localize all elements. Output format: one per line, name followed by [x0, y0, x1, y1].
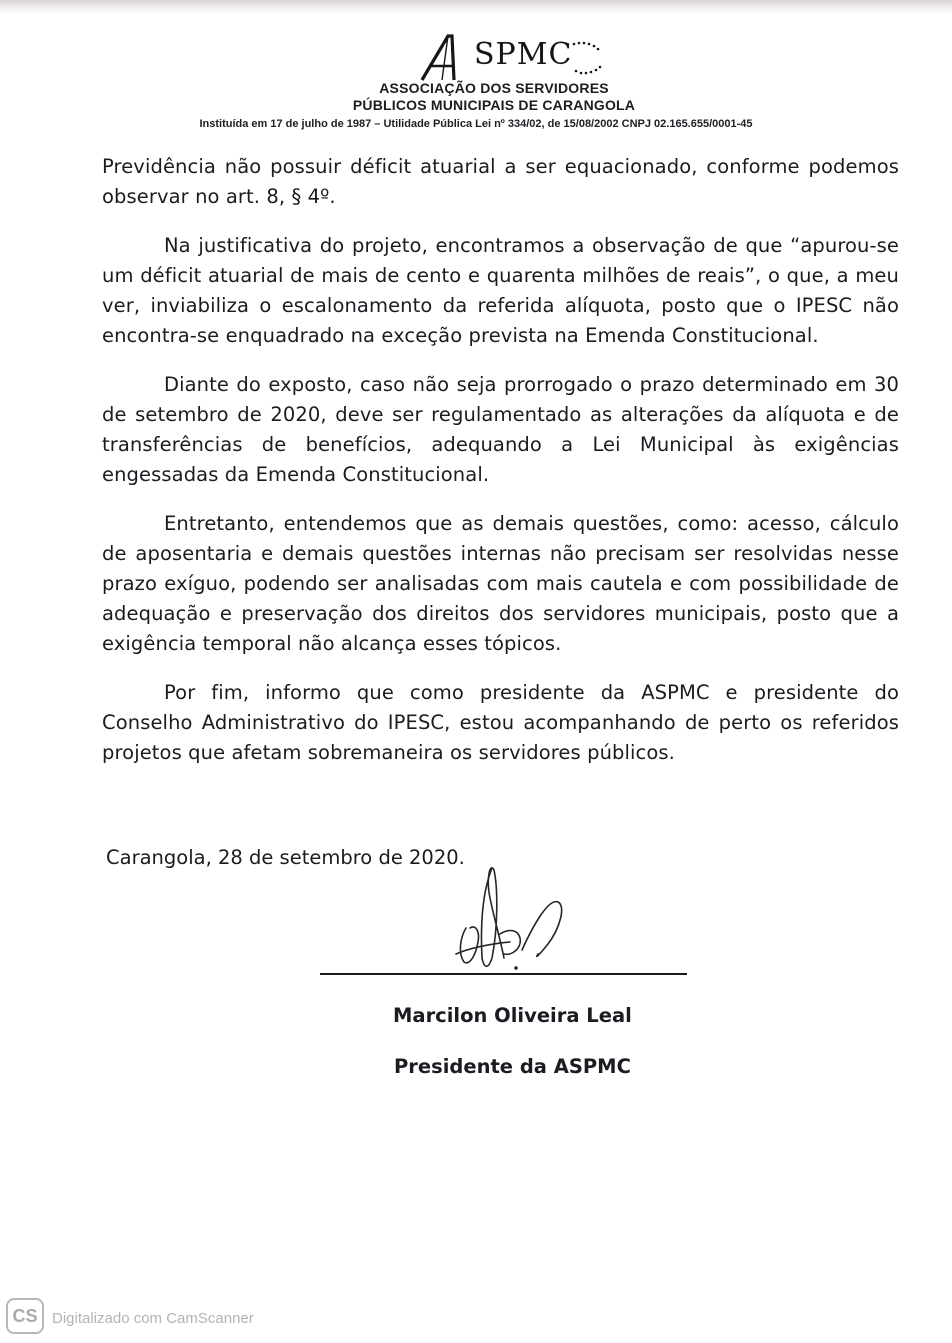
paragraph-4: Entretanto, entendemos que as demais questões, como: acesso, cálculo de aposentaria e demais questões internas não precisam ser resolvidas nesse prazo exíguo, podendo ser analisadas com mais cautela e com possibilidade de adequação e preservação dos direitos dos servidores municipais, posto que a exigência temporal não alcança esses tópicos.: [102, 512, 899, 655]
scan-top-edge: [0, 0, 952, 14]
letterhead: [0, 28, 952, 138]
signature-line: [320, 973, 687, 975]
camscanner-watermark: Digitalizado com CamScanner: [52, 1310, 254, 1327]
logo-wordmark: SPMC: [474, 37, 573, 72]
association-name-line1: ASSOCIAÇÃO DOS SERVIDORES: [379, 80, 609, 96]
handwritten-signature: [440, 858, 580, 978]
aspmc-logo: [418, 32, 608, 82]
paragraph-5: Por fim, informo que como presidente da ASPMC e presidente do Conselho Administrativo do IPESC, estou acompanhando de perto os referidos projetos que afetam sobremaneira os servidores públicos.: [102, 681, 899, 764]
dateline: Carangola, 28 de setembro de 2020.: [106, 846, 465, 869]
signer-name: Marcilon Oliveira Leal: [393, 1004, 632, 1027]
paragraph-1: Previdência não possuir déficit atuarial a ser equacionado, conforme podemos observar no art. 8, § 4º.: [102, 155, 899, 208]
letter-body: [102, 152, 899, 768]
paragraph-2: Na justificativa do projeto, encontramos a observação de que “apurou-se um déficit atuarial de mais de cento e quarenta milhões de reais”, o que, a meu ver, inviabiliza o escalonamento da referida alíquota, posto que o IPESC não encontra-se enquadrado na exceção prevista na Emenda Constitucional.: [102, 234, 899, 347]
paragraph-3: Diante do exposto, caso não seja prorrogado o prazo determinado em 30 de setembro de 2020, deve ser regulamentado as alterações da alíquota e de transferências de benefícios, adequando a Lei Municipal às exigências engessadas da Emenda Constitucional.: [102, 373, 899, 486]
logo-a-icon: [418, 32, 478, 82]
signer-title: Presidente da ASPMC: [394, 1055, 631, 1078]
camscanner-logo-icon: CS: [6, 1298, 44, 1334]
logo-dots-icon: [568, 40, 608, 76]
registration-line: Instituída em 17 de julho de 1987 – Utilidade Pública Lei nº 334/02, de 15/08/2002 CNPJ 02.165.655/0001-45: [199, 118, 753, 130]
association-name-line2: PÚBLICOS MUNICIPAIS DE CARANGOLA: [352, 97, 636, 113]
